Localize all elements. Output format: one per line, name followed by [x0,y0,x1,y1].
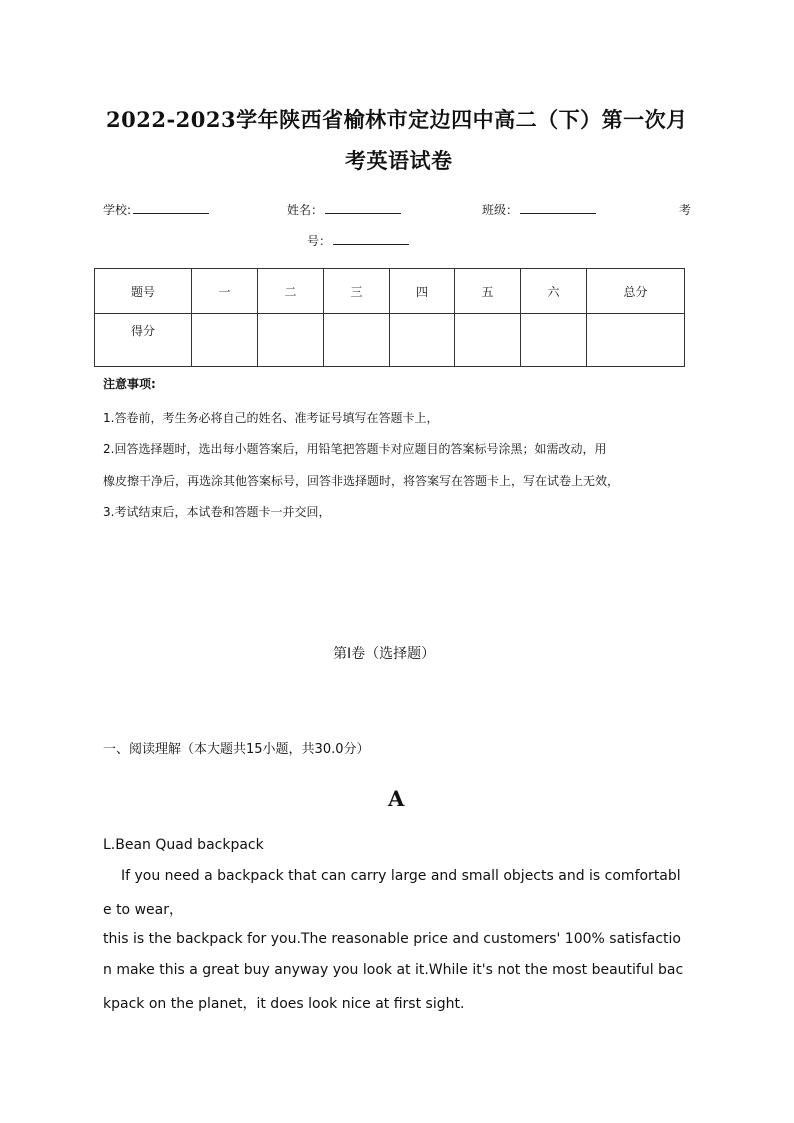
header-cell-4: 四 [390,269,455,314]
school-blank[interactable] [133,201,209,214]
class-blank[interactable] [520,201,596,214]
score-table-header-row [95,269,685,314]
header-cell-3: 三 [324,269,390,314]
exam-title-line1: 2022-2023学年陕西省榆林市定边四中高二（下）第一次月 [106,107,688,132]
score-table [94,268,685,367]
score-cell-total[interactable] [587,314,685,367]
name-blank[interactable] [325,201,401,214]
score-table-score-row [95,314,685,367]
exam-title-line2: 考英语试卷 [345,148,453,173]
score-cell-2[interactable] [258,314,324,367]
notice-heading: 注意事项: [103,377,156,391]
name-field [287,201,401,218]
passage-line-2: e to wear， [103,902,183,918]
header-cell-total: 总分 [587,269,685,314]
passage-subtitle: L.Bean Quad backpack [103,837,264,853]
score-cell-4[interactable] [390,314,455,367]
class-label: 班级： [482,203,519,217]
score-cell-6[interactable] [521,314,587,367]
passage-line-1: If you need a backpack that can carry large and small objects and is comfortabl [121,868,681,884]
header-cell-1: 一 [192,269,258,314]
score-cell-1[interactable] [192,314,258,367]
row-label-score: 得分 [95,314,192,367]
header-cell-6: 六 [521,269,587,314]
notice-item-3: 3.考试结束后，本试卷和答题卡一并交回， [103,505,331,519]
notice-item-2-cont: 橡皮擦干净后，再选涂其他答案标号，回答非选择题时，将答案写在答题卡上，写在试卷上无效， [103,474,620,488]
exam-number-blank[interactable] [333,232,409,245]
score-cell-3[interactable] [324,314,390,367]
part1-title: 第Ⅰ卷（选择题） [333,646,436,662]
exam-number-field [307,232,409,249]
header-cell-5: 五 [455,269,521,314]
passage-letter: A [388,786,405,811]
notice-item-1: 1.答卷前，考生务必将自己的姓名、准考证号填写在答题卡上， [103,411,439,425]
class-field [482,201,596,218]
passage-line-3: this is the backpack for you.The reasonable price and customers' 100% satisfactio [103,931,681,947]
school-label: 学校: [103,203,132,217]
school-field [103,201,209,218]
section1-title: 一、阅读理解（本大题共15小题，共30.0分） [103,742,370,757]
header-cell-2: 二 [258,269,324,314]
header-cell-question-no: 题号 [95,269,192,314]
passage-line-4: n make this a great buy anyway you look at it.While it's not the most beautiful bac [103,962,684,978]
exam-number-label-part2: 号： [307,234,332,248]
name-label: 姓名： [287,203,324,217]
passage-line-5: kpack on the planet，it does look nice at first sight. [103,996,465,1012]
score-cell-5[interactable] [455,314,521,367]
notice-item-2: 2.回答选择题时，选出每小题答案后，用铅笔把答题卡对应题目的答案标号涂黑；如需改动，用 [103,442,607,456]
exam-number-label-part1: 考 [679,203,692,217]
